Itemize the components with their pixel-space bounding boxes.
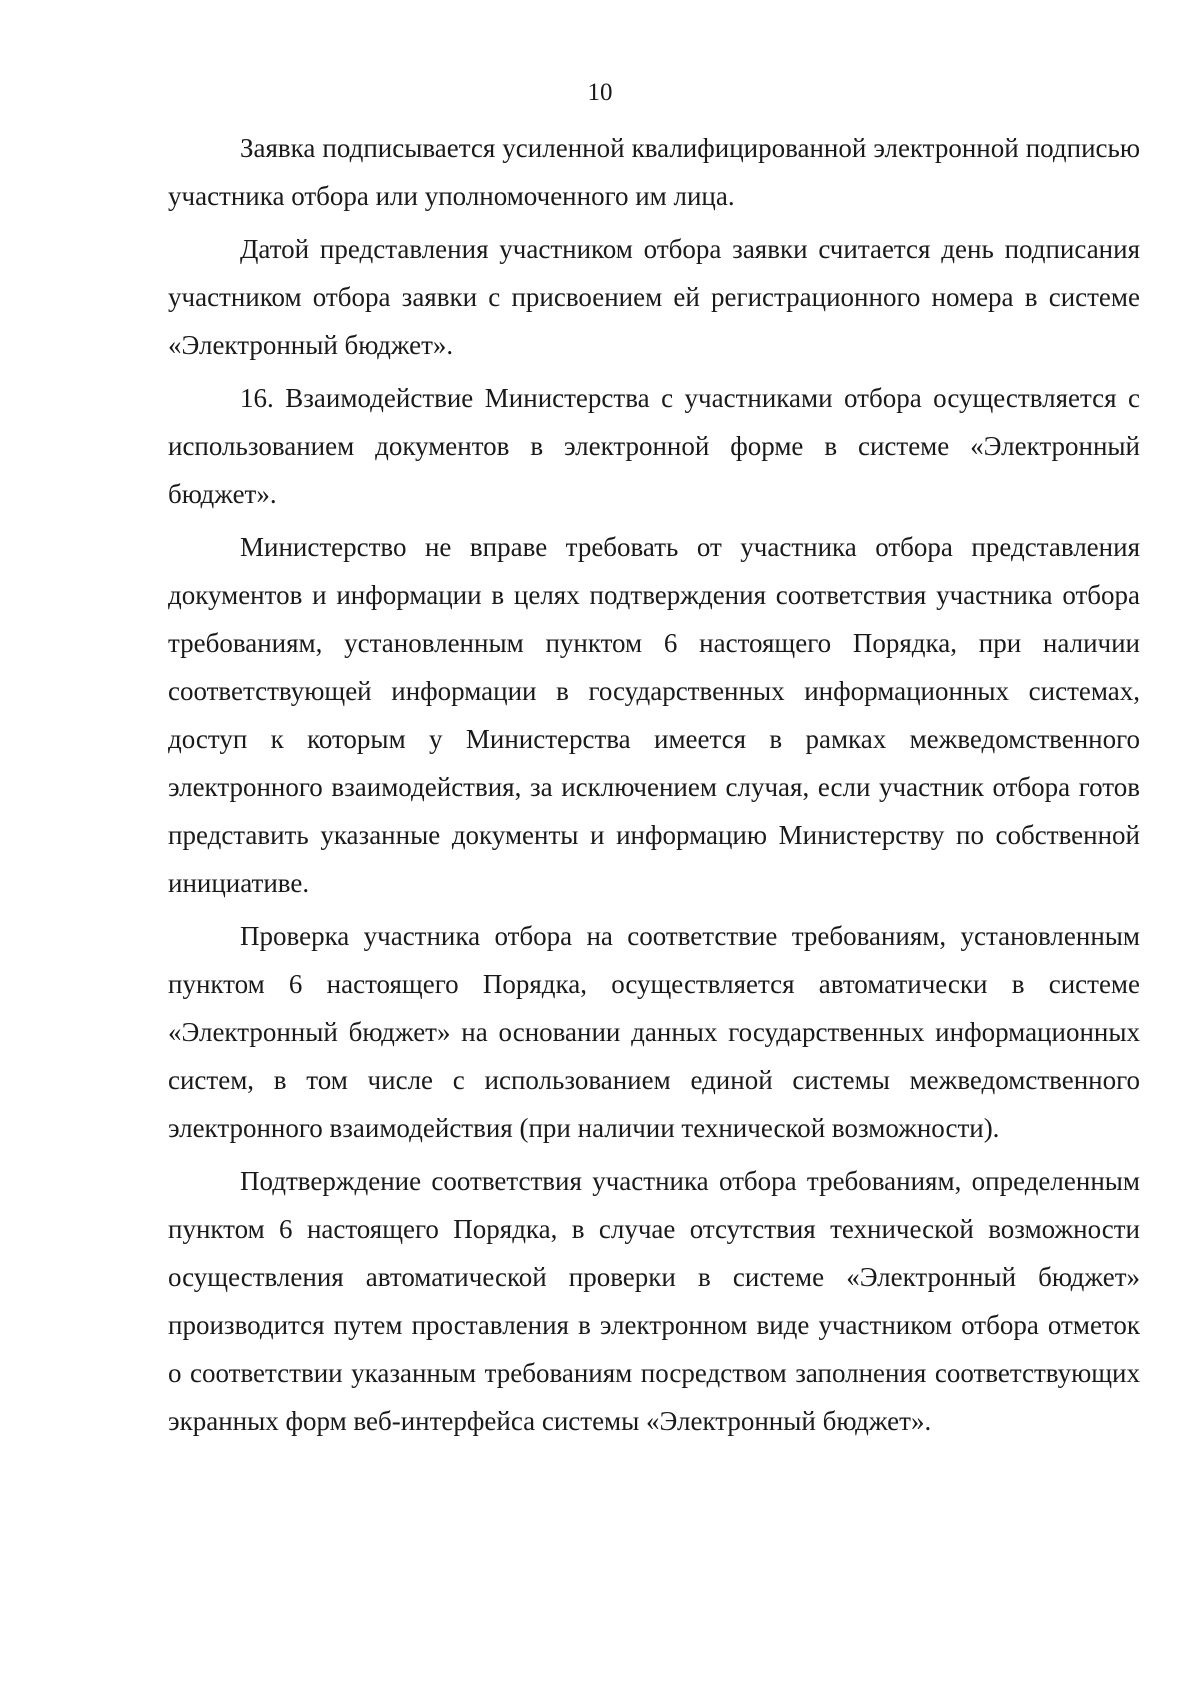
document-body [168,124,1140,1445]
paragraph-ministry-requirements: Министерство не вправе требовать от участника отбора представления документов и информации в целях подтверждения соответствия участника отбора требованиям, установленным пунктом 6 настоящего Порядка, при наличии соответствующей информации в государственных информационных системах, доступ к которым у Министерства имеется в рамках межведомственного электронного взаимодействия, за исключением случая, если участник отбора готов представить указанные документы и информацию Министерству по собственной инициативе. [168,532,1140,898]
page-number: 10 [587,79,613,106]
paragraph-signature: Заявка подписывается усиленной квалифицированной электронной подписью участника отбора или уполномоченного им лица. [168,133,1140,211]
paragraph-confirmation: Подтверждение соответствия участника отбора требованиям, определенным пунктом 6 настоящего Порядка, в случае отсутствия технической возможности осуществления автоматической проверки в системе «Электронный бюджет» производится путем проставления в электронном виде участником отбора отметок о соответствии указанным требованиям посредством заполнения соответствующих экранных форм веб-интерфейса системы «Электронный бюджет». [168,1166,1140,1436]
paragraph-automatic-check: Проверка участника отбора на соответствие требованиям, установленным пунктом 6 настоящего Порядка, осуществляется автоматически в системе «Электронный бюджет» на основании данных государственных информационных систем, в том числе с использованием единой системы межведомственного электронного взаимодействия (при наличии технической возможности). [168,921,1140,1143]
paragraph-submission-date: Датой представления участником отбора заявки считается день подписания участником отбора заявки с присвоением ей регистрационного номера в системе «Электронный бюджет». [168,234,1140,360]
paragraph-item-16: 16. Взаимодействие Министерства с участниками отбора осуществляется с использованием документов в электронной форме в системе «Электронный бюджет». [168,383,1140,509]
